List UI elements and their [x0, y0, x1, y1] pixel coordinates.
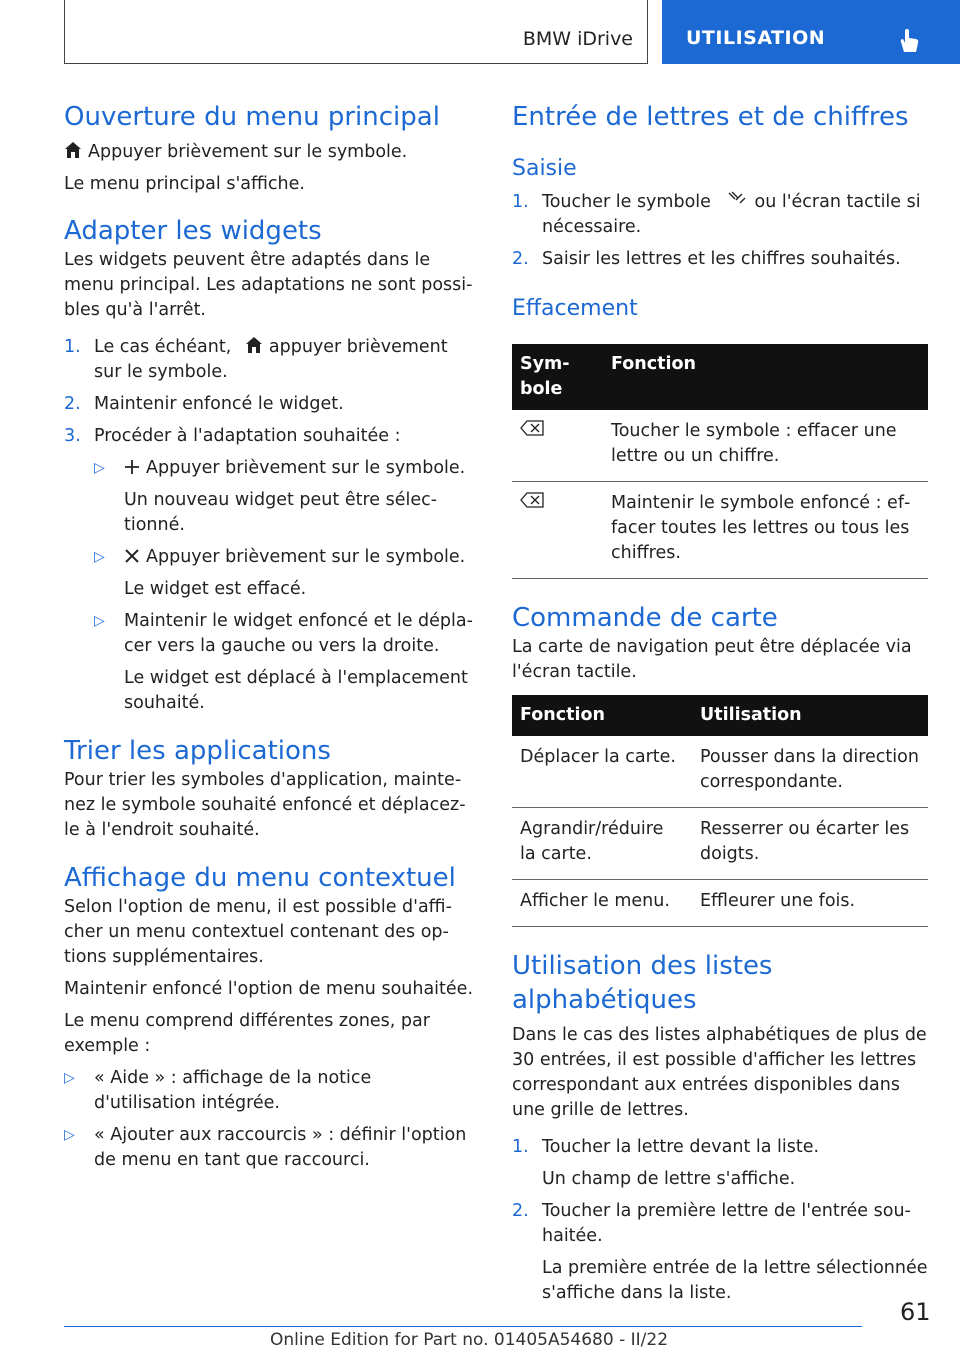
table-row: Maintenir le symbole enfoncé : effacer toutes les lettres ou tous les chiffres. — [512, 482, 928, 579]
context-menu-text: Maintenir enfoncé l'option de menu souhaitée. — [64, 979, 474, 999]
delete-table — [512, 344, 928, 579]
sub-item: ▷ Maintenir le widget enfoncé et le déplacer vers la gauche ou vers la droite. — [64, 609, 478, 659]
plus-icon — [124, 459, 140, 475]
list-item: 1. Toucher la lettre devant la liste. — [512, 1137, 820, 1157]
alphabetic-lists-text: Dans le cas des listes alphabétiques de plus de 30 entrées, il est possible d'afficher les lettres correspondant aux entrées disponibles dans une grille de lettres. — [512, 1025, 927, 1120]
context-menu-text: Selon l'option de menu, il est possible d'afficher un menu contextuel contenant des options supplémentaires. — [64, 897, 452, 967]
table-row: Agrandir/réduire la carte. Resserrer ou écarter les doigts. — [512, 808, 928, 880]
section-title-alphabetic-lists: Utilisation des listes alphabétiques — [512, 951, 773, 1015]
section-title-main-menu: Ouverture du menu principal — [64, 102, 440, 132]
table-header: Fonction — [512, 695, 692, 736]
widgets-intro: Les widgets peuvent être adaptés dans le menu principal. Les adaptations ne sont possibles qu'à l'arrêt. — [64, 250, 473, 320]
header-left-title: BMW iDrive — [522, 28, 633, 50]
page-number: 61 — [900, 1298, 931, 1326]
header-right-title: UTILISATION — [686, 27, 826, 49]
right-column — [512, 100, 928, 1306]
section-title-context-menu: Affichage du menu contextuel — [64, 863, 456, 893]
list-item: ▷ « Ajouter aux raccourcis » : définir l'option de menu en tant que raccourci. — [64, 1123, 478, 1173]
section-title-widgets: Adapter les widgets — [64, 216, 322, 246]
backspace-icon — [520, 492, 544, 508]
triangle-bullet-icon: ▷ — [64, 1127, 75, 1143]
triangle-bullet-icon: ▷ — [94, 460, 105, 476]
table-row: Afficher le menu. Effleurer une fois. — [512, 880, 928, 927]
section-title-map-control: Commande de carte — [512, 603, 778, 633]
subsection-title-effacement: Effacement — [512, 296, 638, 321]
list-item: 2. Maintenir enfoncé le widget. — [64, 394, 344, 414]
home-icon — [64, 141, 82, 159]
map-table — [512, 695, 928, 927]
table-header: Symbole — [512, 344, 603, 410]
footer-edition: Online Edition for Part no. 01405A54680 - II/22 — [270, 1330, 669, 1350]
list-item: ▷ « Aide » : affichage de la notice d'utilisation intégrée. — [64, 1066, 478, 1116]
list-item: 1. Toucher le symbole ou l'écran tactile si nécessaire. — [512, 192, 921, 237]
list-item-result: La première entrée de la lettre sélectionnée s'affiche dans la liste. — [542, 1258, 928, 1303]
close-icon — [124, 548, 140, 564]
table-header: Fonction — [603, 344, 928, 410]
table-header: Utilisation — [692, 695, 928, 736]
section-title-sort-apps: Trier les applications — [64, 736, 331, 766]
sub-item-result: Le widget est déplacé à l'emplacement souhaité. — [124, 668, 468, 713]
list-item-result: Un champ de lettre s'affiche. — [542, 1169, 796, 1189]
handwriting-icon — [727, 191, 747, 209]
footer-divider — [64, 1326, 862, 1327]
sub-item: ▷ Appuyer brièvement sur le symbole. — [64, 545, 478, 570]
list-item: 3. Procéder à l'adaptation souhaitée : — [64, 426, 401, 446]
sort-apps-text: Pour trier les symboles d'application, maintenez le symbole souhaité enfoncé et déplacez-le à l'endroit souhaité. — [64, 770, 466, 840]
triangle-bullet-icon: ▷ — [94, 613, 105, 629]
triangle-bullet-icon: ▷ — [94, 549, 105, 565]
left-column — [64, 100, 478, 1173]
sub-item-result: Le widget est effacé. — [124, 579, 307, 599]
list-item: 2. Saisir les lettres et les chiffres souhaités. — [512, 249, 901, 269]
touch-hand-icon — [898, 28, 920, 54]
table-row: Déplacer la carte. Pousser dans la direction correspondante. — [512, 736, 928, 808]
main-menu-instruction: Appuyer brièvement sur le symbole. — [64, 140, 478, 165]
table-row: Toucher le symbole : effacer une lettre ou un chiffre. — [512, 410, 928, 482]
list-item: 2. Toucher la première lettre de l'entrée souhaitée. — [512, 1201, 911, 1246]
main-menu-result: Le menu principal s'affiche. — [64, 174, 305, 194]
list-item: 1. Le cas échéant, appuyer brièvement sur le symbole. — [64, 337, 448, 382]
backspace-icon — [520, 420, 544, 436]
sub-item-result: Un nouveau widget peut être sélectionné. — [124, 490, 438, 535]
section-title-input: Entrée de lettres et de chiffres — [512, 102, 909, 132]
context-menu-text: Le menu comprend différentes zones, par exemple : — [64, 1011, 430, 1056]
subsection-title-saisie: Saisie — [512, 156, 577, 181]
header-left-tab — [64, 0, 648, 64]
triangle-bullet-icon: ▷ — [64, 1070, 75, 1086]
home-icon — [245, 336, 263, 354]
sub-item: ▷ Appuyer brièvement sur le symbole. — [64, 456, 478, 481]
header-right-tab — [662, 0, 960, 64]
map-control-text: La carte de navigation peut être déplacée via l'écran tactile. — [512, 637, 912, 682]
